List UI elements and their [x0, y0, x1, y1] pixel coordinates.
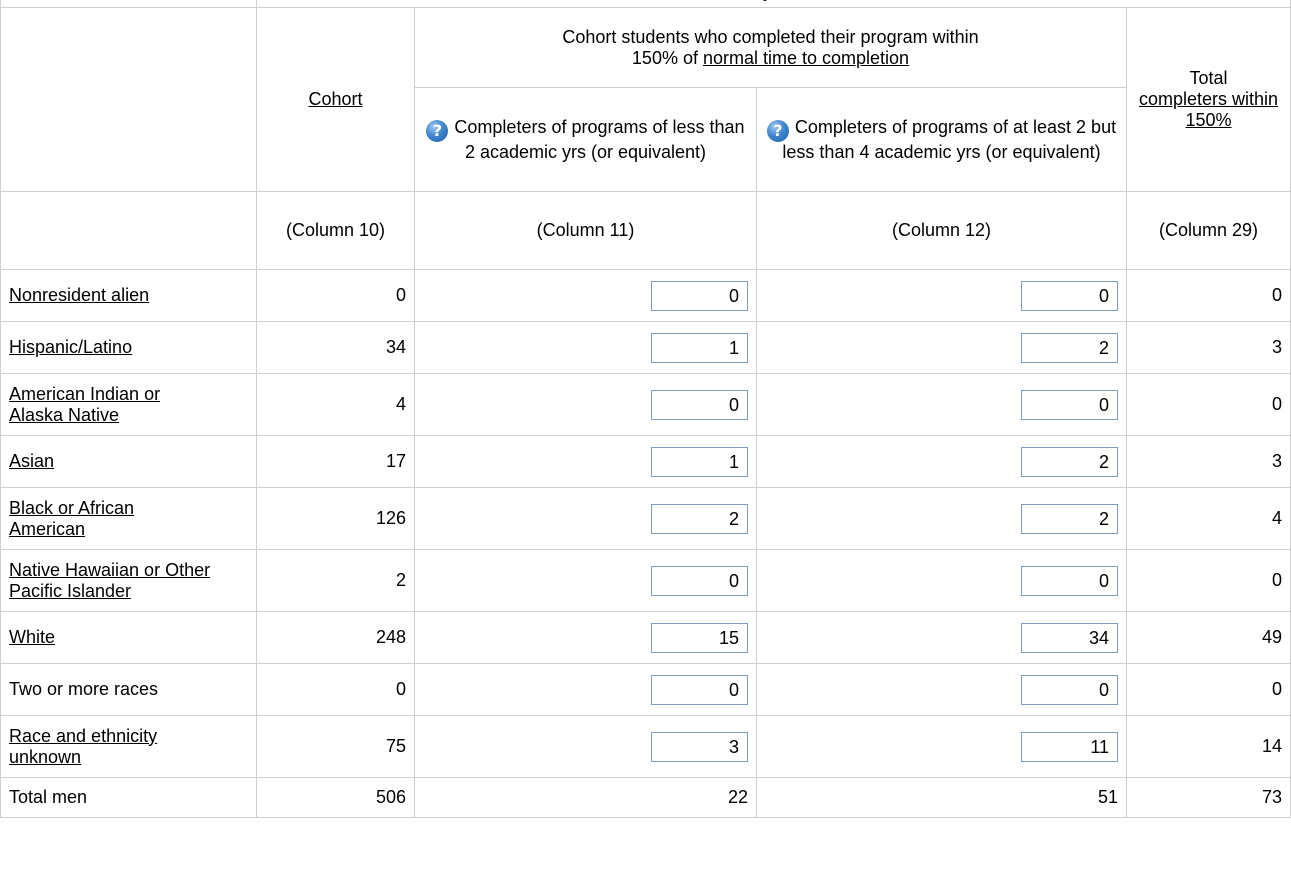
race-label: Two or more races: [1, 664, 257, 716]
question-circle-icon[interactable]: ?: [426, 120, 448, 142]
two-to-four-input[interactable]: 0: [1021, 566, 1118, 596]
screen-label: [1, 0, 257, 8]
total-value: 14: [1127, 716, 1291, 778]
two-to-four-input[interactable]: 2: [1021, 447, 1118, 477]
race-label-link[interactable]: Race and ethnicity unknown: [9, 725, 158, 767]
two-to-four-input[interactable]: 0: [1021, 390, 1118, 420]
total-value: 0: [1127, 270, 1291, 322]
table-row: [1, 550, 1291, 612]
two-to-four-input[interactable]: 11: [1021, 732, 1118, 762]
lt2-input[interactable]: 15: [651, 623, 748, 653]
column-29-label: (Column 29): [1127, 192, 1291, 270]
table-row: [1, 716, 1291, 778]
question-circle-icon[interactable]: ?: [767, 120, 789, 142]
table-row: [1, 436, 1291, 488]
cohort-value: 0: [257, 664, 415, 716]
lt2-input[interactable]: 1: [651, 333, 748, 363]
lt2-input[interactable]: 3: [651, 732, 748, 762]
cohort-year-text: [758, 0, 843, 1]
cohort-header: [257, 8, 415, 192]
total-men-row: [1, 778, 1291, 818]
cohort-value: 0: [257, 270, 415, 322]
total-value: 0: [1127, 374, 1291, 436]
table-row: [1, 612, 1291, 664]
screen-header-row: [1, 0, 1291, 8]
normal-time-link[interactable]: normal time to completion: [702, 47, 910, 68]
total-header-label: Total: [1189, 68, 1228, 88]
column-11-label: (Column 11): [415, 192, 757, 270]
total-value: 0: [1127, 550, 1291, 612]
table-row: [1, 664, 1291, 716]
column-group-row: [1, 8, 1291, 88]
lt2-input[interactable]: 0: [651, 675, 748, 705]
column-12-label: (Column 12): [757, 192, 1127, 270]
total-value: 4: [1127, 488, 1291, 550]
lt2-input[interactable]: 0: [651, 390, 748, 420]
race-label-link[interactable]: American Indian or Alaska Native: [9, 383, 161, 425]
lt2-header-label: Completers of programs of less than 2 academic yrs (or equivalent): [454, 116, 745, 162]
cohort-year-link[interactable]: [704, 0, 758, 1]
two-to-four-header: [757, 88, 1127, 192]
cohort-value: 75: [257, 716, 415, 778]
two-to-four-header-label: Completers of programs of at least 2 but less than 4 academic yrs (or equivalent): [782, 116, 1117, 162]
total-completers-link[interactable]: completers within 150%: [1138, 89, 1279, 130]
two-to-four-input[interactable]: 0: [1021, 281, 1118, 311]
total-two-to-four-value: 51: [757, 778, 1127, 818]
lt2-input[interactable]: 1: [651, 447, 748, 477]
total-completers-value: 73: [1127, 778, 1291, 818]
table-row: [1, 374, 1291, 436]
total-completers-header: [1127, 8, 1291, 192]
race-label-link[interactable]: Native Hawaiian or Other Pacific Islander: [9, 559, 211, 601]
race-label-link[interactable]: White: [9, 627, 56, 647]
lt2-header: [415, 88, 757, 192]
cohort-value: 248: [257, 612, 415, 664]
completed-group-header: [415, 8, 1127, 88]
completed-group-line2: 150% of normal time to completion: [631, 47, 910, 68]
lt2-input[interactable]: 2: [651, 504, 748, 534]
cohort-value: 34: [257, 322, 415, 374]
table-row: [1, 322, 1291, 374]
race-label-link[interactable]: Hispanic/Latino: [9, 337, 133, 357]
table-row: [1, 488, 1291, 550]
cohort-year-header: [257, 0, 1291, 8]
cohort-value: 4: [257, 374, 415, 436]
total-value: 3: [1127, 436, 1291, 488]
two-to-four-input[interactable]: 2: [1021, 333, 1118, 363]
race-label-link[interactable]: Asian: [9, 451, 55, 471]
column-number-row: [1, 192, 1291, 270]
blank-header-cell: [1, 8, 257, 192]
completed-group-line1: Cohort students who completed their program within: [562, 26, 979, 47]
cohort-value: 2: [257, 550, 415, 612]
two-to-four-input[interactable]: 0: [1021, 675, 1118, 705]
cohort-column-link[interactable]: Cohort: [308, 89, 363, 109]
two-to-four-input[interactable]: 34: [1021, 623, 1118, 653]
total-men-label: Total men: [1, 778, 257, 818]
total-cohort-value: 506: [257, 778, 415, 818]
total-value: 0: [1127, 664, 1291, 716]
lt2-input[interactable]: 0: [651, 566, 748, 596]
total-value: 3: [1127, 322, 1291, 374]
race-label-link[interactable]: Nonresident alien: [9, 285, 150, 305]
column-10-label: (Column 10): [257, 192, 415, 270]
total-lt2-value: 22: [415, 778, 757, 818]
cohort-value: 17: [257, 436, 415, 488]
two-to-four-input[interactable]: 2: [1021, 504, 1118, 534]
race-label-link[interactable]: Black or African American: [9, 497, 135, 539]
table-row: [1, 270, 1291, 322]
cohort-value: 126: [257, 488, 415, 550]
blank-column-number-cell: [1, 192, 257, 270]
lt2-input[interactable]: 0: [651, 281, 748, 311]
total-value: 49: [1127, 612, 1291, 664]
